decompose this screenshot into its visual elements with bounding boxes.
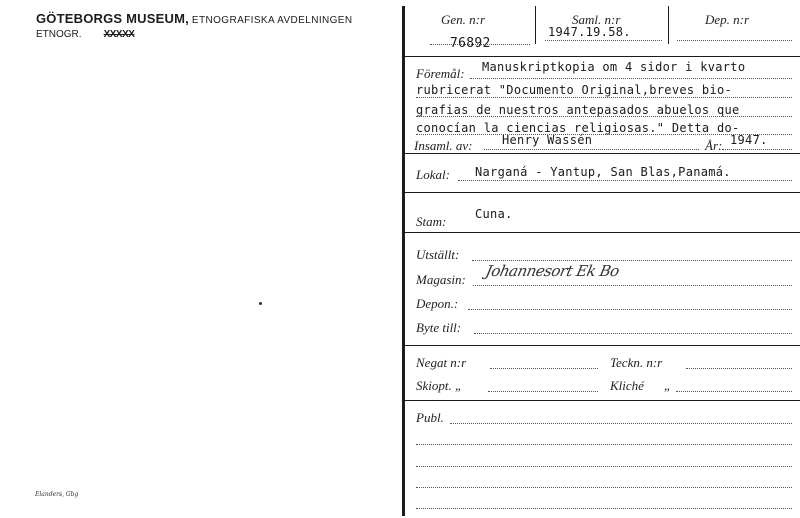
header-divider-1 xyxy=(535,6,536,44)
department-label: ETNOGR. xyxy=(36,29,82,40)
rule-negat xyxy=(404,345,800,346)
saml-nr-label: Saml. n:r xyxy=(572,12,621,27)
depon-dotline xyxy=(468,309,792,310)
rule-foremal xyxy=(404,56,800,57)
publ-dotline-2 xyxy=(416,444,792,445)
foremal-line-2: rubricerat "Documento Original,breves bio- xyxy=(416,83,733,97)
kliche-ditto-mark: „ xyxy=(664,378,672,393)
museum-name: GÖTEBORGS MUSEUM, xyxy=(36,11,189,26)
utstallt-label: Utställt: xyxy=(416,247,460,262)
foremal-line-3: grafias de nuestros antepasados abuelos que xyxy=(416,103,740,117)
negat-label: Negat n:r xyxy=(416,355,467,370)
publ-dotline-3 xyxy=(416,466,792,467)
stam-label: Stam: xyxy=(416,214,447,229)
insaml-label: Insaml. av: xyxy=(414,138,473,153)
saml-nr-value: 1947.19.58. xyxy=(548,25,631,39)
lokal-value: Narganá - Yantup, San Blas,Panamá. xyxy=(475,165,731,179)
stam-value: Cuna. xyxy=(475,207,513,221)
rule-publ xyxy=(404,400,800,401)
lokal-label: Lokal: xyxy=(416,167,450,182)
ar-dotline xyxy=(722,149,792,150)
magasin-label: Magasin: xyxy=(416,272,466,287)
skiopt-dotline xyxy=(488,391,598,392)
ar-value: 1947. xyxy=(730,133,768,147)
utstallt-dotline xyxy=(472,260,792,261)
negat-dotline xyxy=(490,368,598,369)
foremal-label: Föremål: xyxy=(416,66,465,81)
saml-nr-line xyxy=(545,40,662,41)
ar-label: År: xyxy=(705,138,723,153)
ink-speck xyxy=(259,302,262,305)
struck-department: XXXXX xyxy=(103,29,135,40)
byte-till-label: Byte till: xyxy=(416,320,462,335)
division-name: ETNOGRAFISKA AVDELNINGEN xyxy=(191,15,353,26)
lokal-dotline xyxy=(458,180,792,181)
rule-utstallt xyxy=(404,232,800,233)
foremal-dotline-2 xyxy=(416,97,792,98)
museum-header xyxy=(36,11,352,26)
insaml-dotline xyxy=(484,149,699,150)
publ-dotline-1 xyxy=(450,423,792,424)
rule-stam xyxy=(404,192,800,193)
skiopt-label: Skiopt. „ xyxy=(416,378,463,393)
foremal-dotline-1 xyxy=(470,78,792,79)
dep-nr-label: Dep. n:r xyxy=(705,12,750,27)
insaml-value: Henry Wassén xyxy=(502,133,593,147)
publ-label: Publ. xyxy=(416,410,444,425)
magasin-handwritten-value: Johannesort Ek Bo xyxy=(484,262,621,280)
header-divider-2 xyxy=(668,6,669,44)
form-left-border xyxy=(402,6,405,516)
teckn-label: Teckn. n:r xyxy=(610,355,663,370)
gen-nr-label: Gen. n:r xyxy=(441,12,486,27)
depon-label: Depon.: xyxy=(416,296,459,311)
publ-dotline-5 xyxy=(416,508,792,509)
gen-nr-value: 76892 xyxy=(450,36,491,51)
kliche-dotline xyxy=(676,391,792,392)
foremal-line-4: conocían la ciencias religiosas." Detta do- xyxy=(416,121,740,135)
magasin-dotline xyxy=(473,285,792,286)
foremal-dotline-3 xyxy=(416,116,792,117)
kliche-label: Kliché xyxy=(610,378,644,393)
dep-nr-line xyxy=(677,40,792,41)
foremal-line-1: Manuskriptkopia om 4 sidor i kvarto xyxy=(482,60,746,74)
teckn-dotline xyxy=(686,368,792,369)
publ-dotline-4 xyxy=(416,487,792,488)
printer-imprint: Elanders, Gbg xyxy=(35,491,79,498)
department-line xyxy=(36,29,134,40)
byte-till-dotline xyxy=(474,333,792,334)
